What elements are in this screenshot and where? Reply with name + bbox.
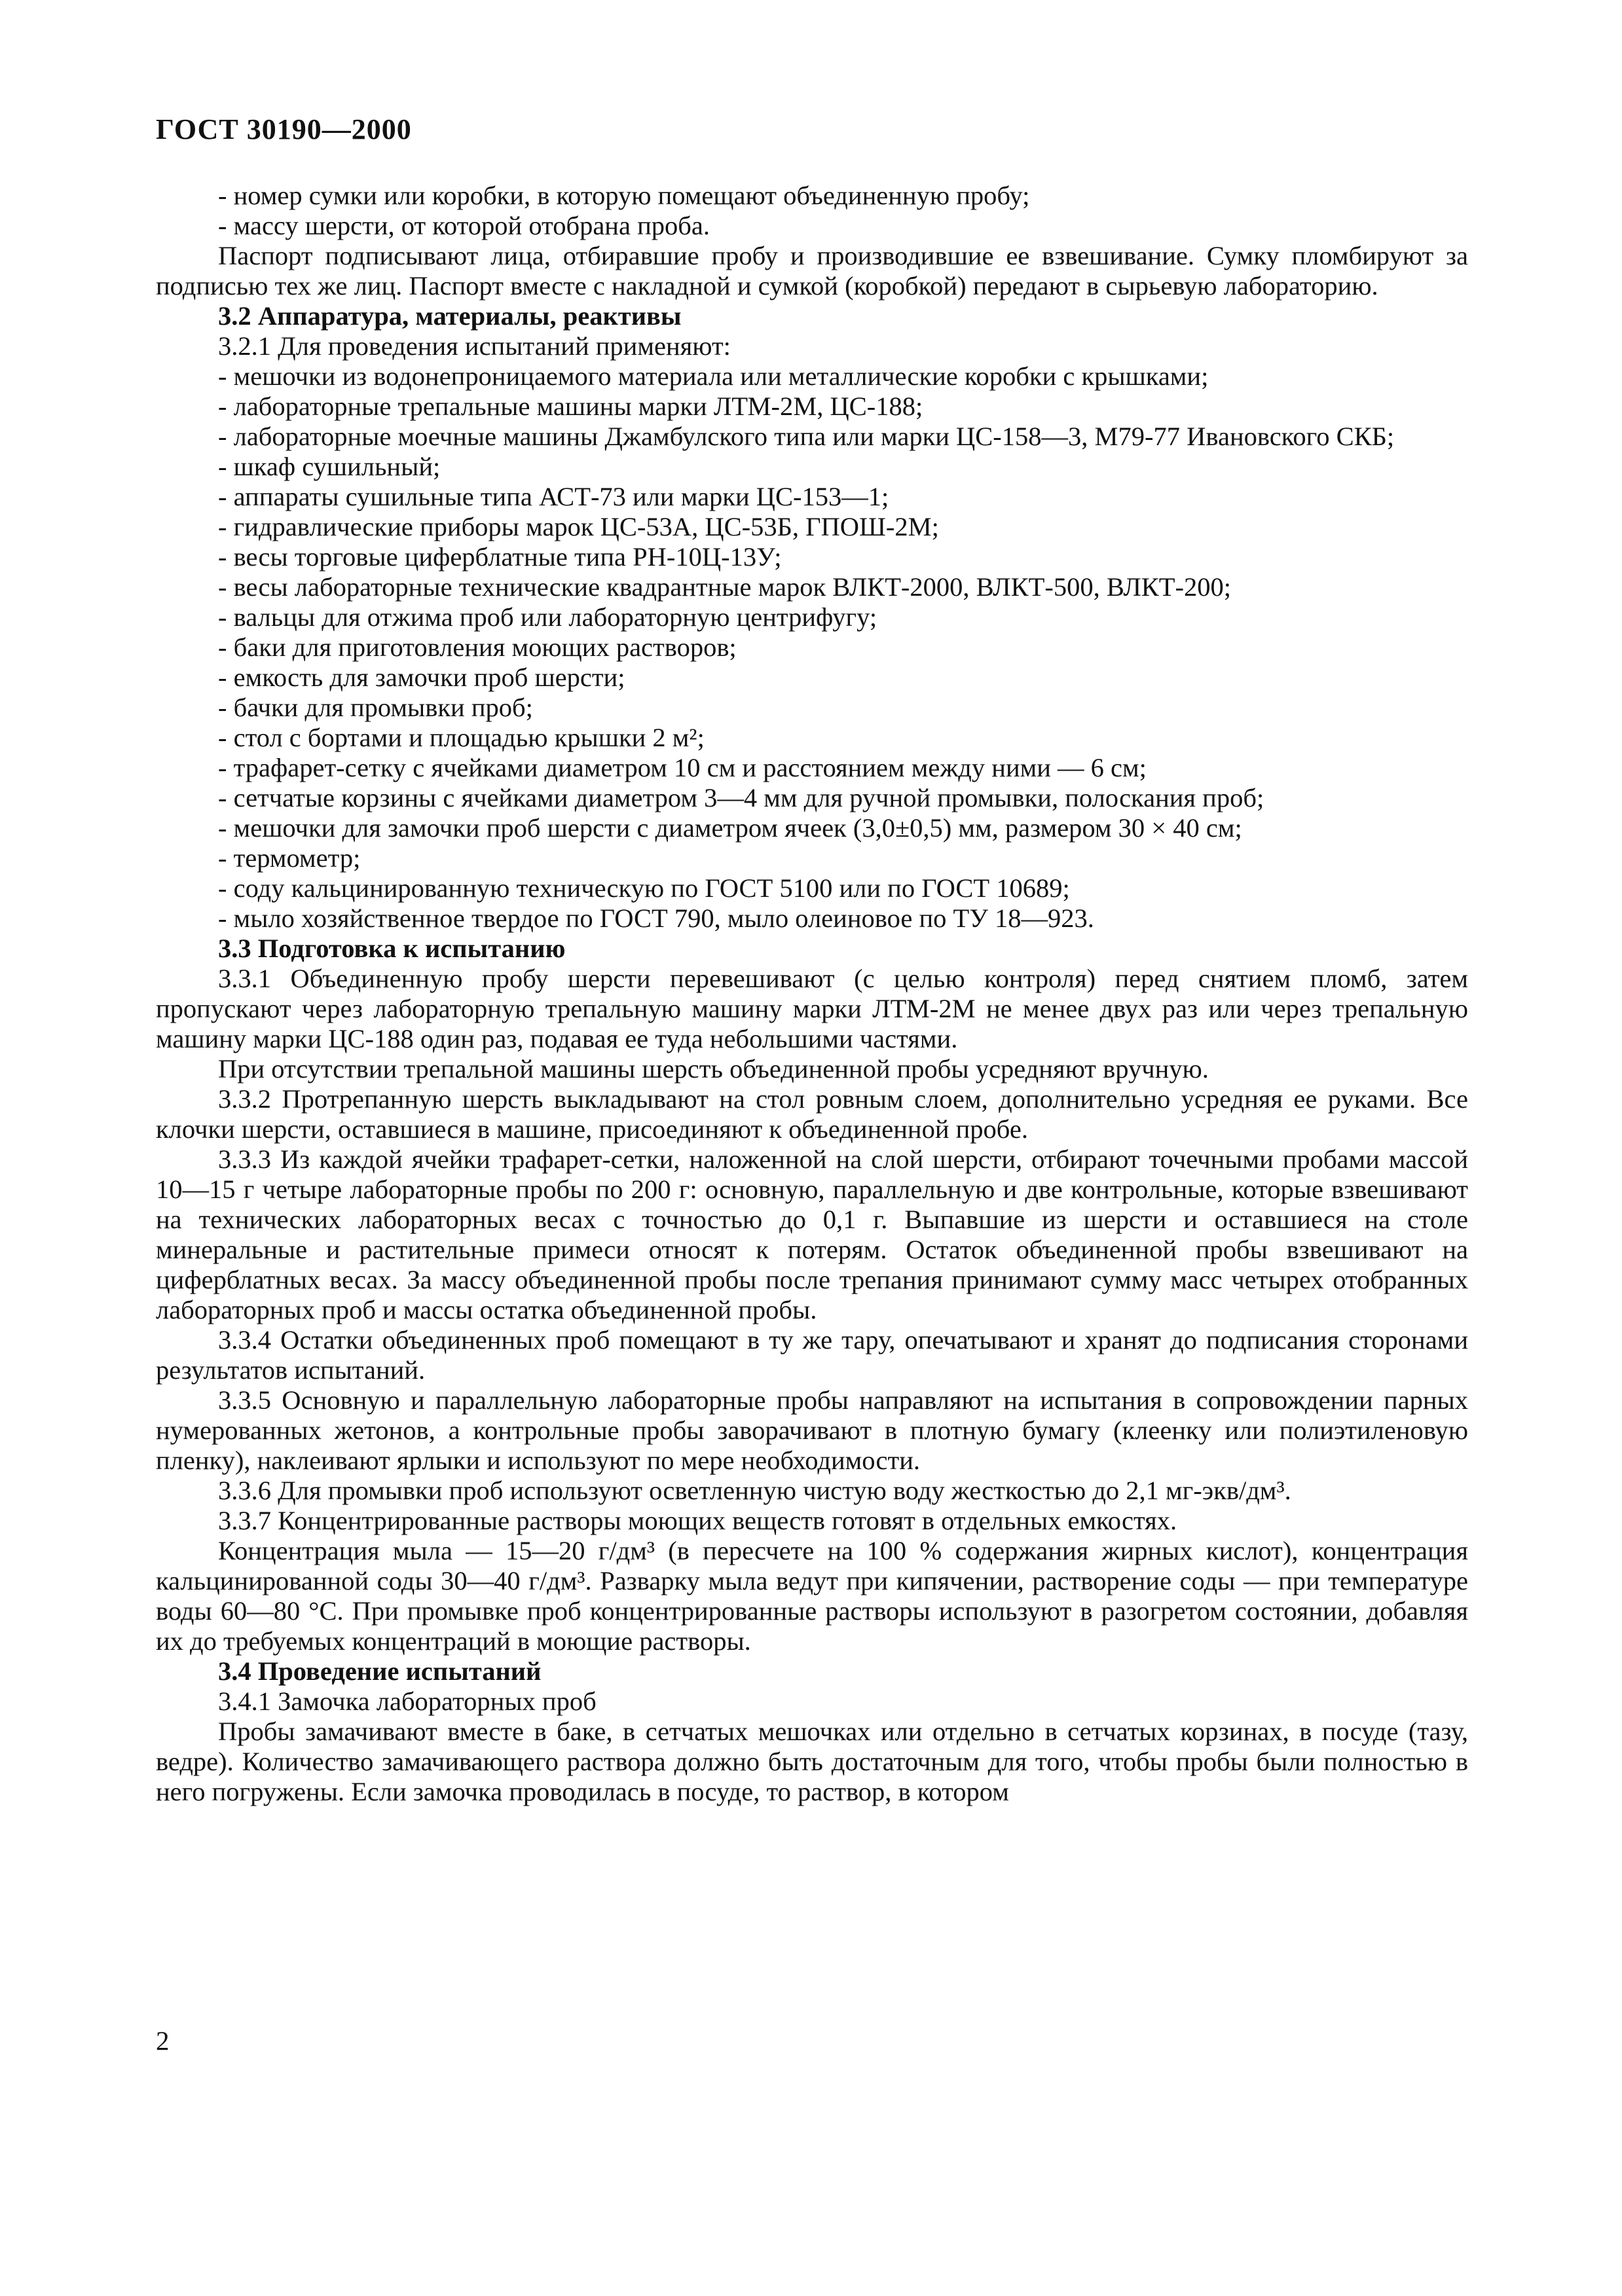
list-item: - емкость для замочки проб шерсти;: [218, 663, 625, 692]
list-item: - мешочки для замочки проб шерсти с диаметром ячеек (3,0±0,5) мм, размером 30 × 40 см;: [218, 813, 1242, 843]
list-item: - мыло хозяйственное твердое по ГОСТ 790, мыло олеиновое по ТУ 18—923.: [218, 903, 1094, 933]
page-number: 2: [156, 2026, 170, 2056]
paragraph: 3.2.1 Для проведения испытаний применяют:: [218, 331, 731, 361]
paragraph: Концентрация мыла — 15—20 г/дм³ (в пересчете на 100 % содержания жирных кислот), концентрация кальцинированной соды 30—40 г/дм³. Разварку мыла ведут при кипячении, растворение соды — при температуре воды 60—80 °С. При промывке проб концентрированные растворы используют в разогретом состоянии, добавляя их до требуемых концентраций в моющие растворы.: [156, 1536, 1468, 1656]
list-item: - термометр;: [218, 843, 361, 873]
list-item: - вальцы для отжима проб или лабораторную центрифугу;: [218, 602, 877, 632]
list-item: - номер сумки или коробки, в которую помещают объединенную пробу;: [218, 181, 1030, 210]
section-heading: 3.3 Подготовка к испытанию: [218, 934, 566, 963]
list-item: - трафарет-сетку с ячейками диаметром 10 см и расстоянием между ними — 6 см;: [218, 753, 1147, 782]
paragraph: 3.3.1 Объединенную пробу шерсти перевешивают (с целью контроля) перед снятием пломб, затем пропускают через лабораторную трепальную машину марки ЛТМ-2М не менее двух раз или через трепальную машину марки ЦС-188 один раз, подавая ее туда небольшими частями.: [156, 964, 1468, 1053]
paragraph: 3.3.2 Протрепанную шерсть выкладывают на стол ровным слоем, дополнительно усредняя ее руками. Все клочки шерсти, оставшиеся в машине, присоединяют к объединенной пробе.: [156, 1084, 1468, 1144]
paragraph: 3.4.1 Замочка лабораторных проб: [218, 1686, 597, 1716]
list-item: - массу шерсти, от которой отобрана проба.: [218, 211, 710, 240]
list-item: - стол с бортами и площадью крышки 2 м²;: [218, 723, 705, 752]
body-text: [156, 181, 1468, 1807]
list-item: - соду кальцинированную техническую по ГОСТ 5100 или по ГОСТ 10689;: [218, 873, 1070, 903]
section-heading: 3.4 Проведение испытаний: [218, 1656, 542, 1686]
list-item: - аппараты сушильные типа АСТ-73 или марки ЦС-153—1;: [218, 482, 889, 511]
paragraph: Пробы замачивают вместе в баке, в сетчатых мешочках или отдельно в сетчатых корзинах, в посуде (тазу, ведре). Количество замачивающего раствора должно быть достаточным для того, чтобы пробы были полностью в него погружены. Если замочка проводилась в посуде, то раствор, в котором: [156, 1717, 1468, 1806]
list-item: - сетчатые корзины с ячейками диаметром 3—4 мм для ручной промывки, полоскания проб;: [218, 783, 1264, 812]
paragraph: 3.3.4 Остатки объединенных проб помещают в ту же тару, опечатывают и хранят до подписания сторонами результатов испытаний.: [156, 1325, 1468, 1385]
paragraph: 3.3.3 Из каждой ячейки трафарет-сетки, наложенной на слой шерсти, отбирают точечными пробами массой 10—15 г четыре лабораторные пробы по 200 г: основную, параллельную и две контрольные, которые взвешивают на технических лабораторных весах с точностью до 0,1 г. Выпавшие из шерсти и оставшиеся на столе минеральные и растительные примеси относят к потерям. Остаток объединенной пробы взвешивают на циферблатных весах. За массу объединенной пробы после трепания принимают сумму масс четырех отобранных лабораторных проб и массы остатка объединенной пробы.: [156, 1144, 1468, 1324]
paragraph: При отсутствии трепальной машины шерсть объединенной пробы усредняют вручную.: [218, 1054, 1209, 1084]
list-item: - бачки для промывки проб;: [218, 693, 533, 722]
list-item: - мешочки из водонепроницаемого материала или металлические коробки с крышками;: [218, 361, 1209, 391]
section-heading: 3.2 Аппаратура, материалы, реактивы: [218, 301, 682, 331]
list-item: - лабораторные моечные машины Джамбулского типа или марки ЦС-158—3, М79-77 Ивановского СКБ;: [218, 422, 1395, 451]
list-item: - гидравлические приборы марок ЦС-53А, ЦС-53Б, ГПОШ-2М;: [218, 512, 939, 541]
paragraph: 3.3.6 Для промывки проб используют осветленную чистую воду жесткостью до 2,1 мг-экв/дм³.: [218, 1476, 1291, 1505]
list-item: - весы лабораторные технические квадрантные марок ВЛКТ-2000, ВЛКТ-500, ВЛКТ-200;: [218, 572, 1232, 602]
list-item: - шкаф сушильный;: [218, 452, 441, 481]
list-item: - лабораторные трепальные машины марки ЛТМ-2М, ЦС-188;: [218, 392, 923, 421]
standard-designation: ГОСТ 30190—2000: [156, 113, 412, 145]
paragraph: 3.3.5 Основную и параллельную лабораторные пробы направляют на испытания в сопровождении парных нумерованных жетонов, а контрольные пробы заворачивают в плотную бумагу (клеенку или полиэтиленовую пленку), наклеивают ярлыки и используют по мере необходимости.: [156, 1385, 1468, 1475]
list-item: - весы торговые циферблатные типа РН-10Ц-13У;: [218, 542, 782, 572]
list-item: - баки для приготовления моющих растворов;: [218, 632, 737, 662]
paragraph: 3.3.7 Концентрированные растворы моющих веществ готовят в отдельных емкостях.: [218, 1506, 1177, 1535]
paragraph: Паспорт подписывают лица, отбиравшие пробу и производившие ее взвешивание. Сумку пломбируют за подписью тех же лиц. Паспорт вместе с накладной и сумкой (коробкой) передают в сырьевую лабораторию.: [156, 241, 1468, 301]
